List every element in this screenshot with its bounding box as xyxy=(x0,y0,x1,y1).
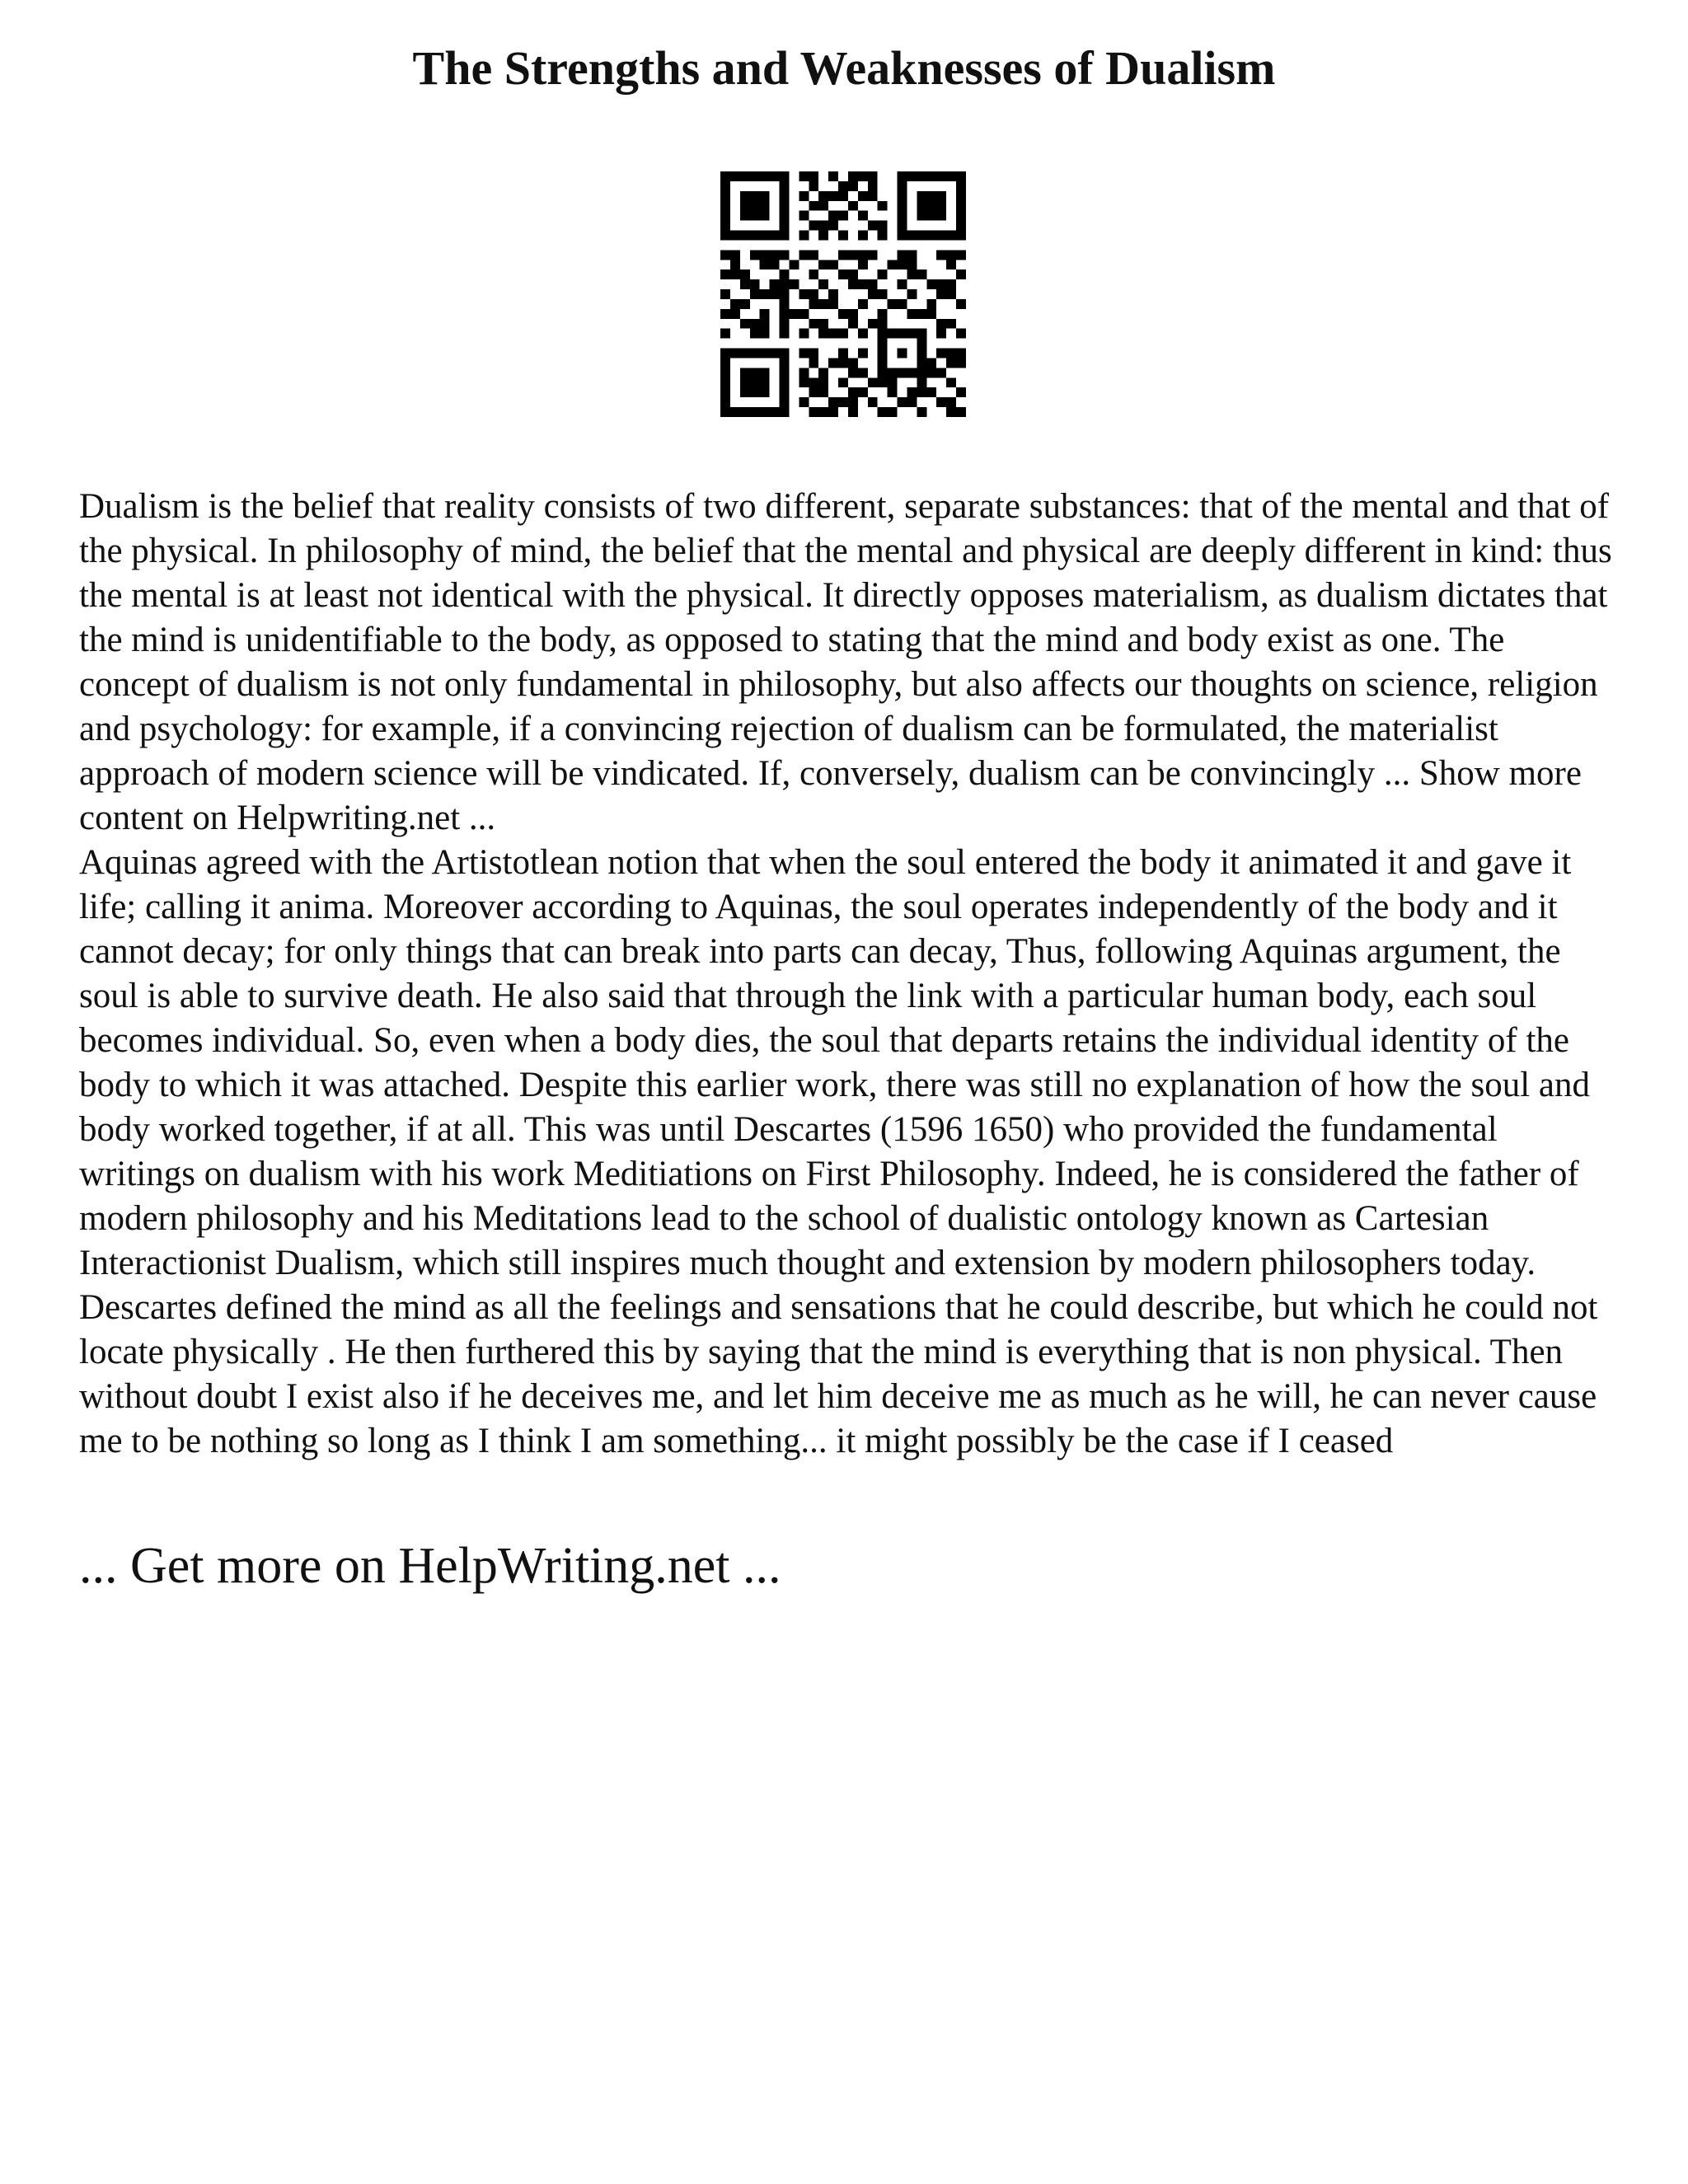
body-paragraph-1: Dualism is the belief that reality consists of two different, separate substances: that of the mental and that of the physical. In philosophy of mind, the belief that the mental and physical are deeply different in kind: thus the mental is at least not identical with the physical. It directly opposes materialism, as dualism dictates that the mind is unidentifiable to the body, as opposed to stating that the mind and body exist as one. The concept of dualism is not only fundamental in philosophy, but also affects our thoughts on science, religion and psychology: for example, if a convincing rejection of dualism can be formulated, the materialist approach of modern science will be vindicated. If, conversely, dualism can be convincingly ... Show more content on Helpwriting.net ... xyxy=(79,487,1612,837)
qr-code-icon[interactable] xyxy=(720,171,966,417)
document-title: The Strengths and Weaknesses of Dualism xyxy=(412,41,1276,95)
body-paragraph-2: Aquinas agreed with the Artistotlean notion that when the soul entered the body it animated it and gave it life; calling it anima. Moreover according to Aquinas, the soul operates independently of the body and it cannot decay; for only things that can break into parts can decay, Thus, following Aquinas argument, the soul is able to survive death. He also said that through the link with a particular human body, each soul becomes individual. So, even when a body dies, the soul that departs retains the individual identity of the body to which it was attached. Despite this earlier work, there was still no explanation of how the soul and body worked together, if at all. This was until Descartes (1596 1650) who provided the fundamental writings on dualism with his work Meditiations on First Philosophy. Indeed, he is considered the father of modern philosophy and his Meditations lead to the school of dualistic ontology known as Cartesian Interactionist Dualism, which still inspires much thought and extension by modern philosophers today. Descartes defined the mind as all the feelings and sensations that he could describe, but which he could not locate physically . He then furthered this by saying that the mind is everything that is non physical. Then without doubt I exist also if he deceives me, and let him deceive me as much as he will, he can never cause me to be nothing so long as I think I am something... it might possibly be the case if I ceased xyxy=(79,843,1598,1460)
document-body xyxy=(79,485,1620,1464)
get-more-link[interactable]: ... Get more on HelpWriting.net ... xyxy=(79,1538,781,1594)
